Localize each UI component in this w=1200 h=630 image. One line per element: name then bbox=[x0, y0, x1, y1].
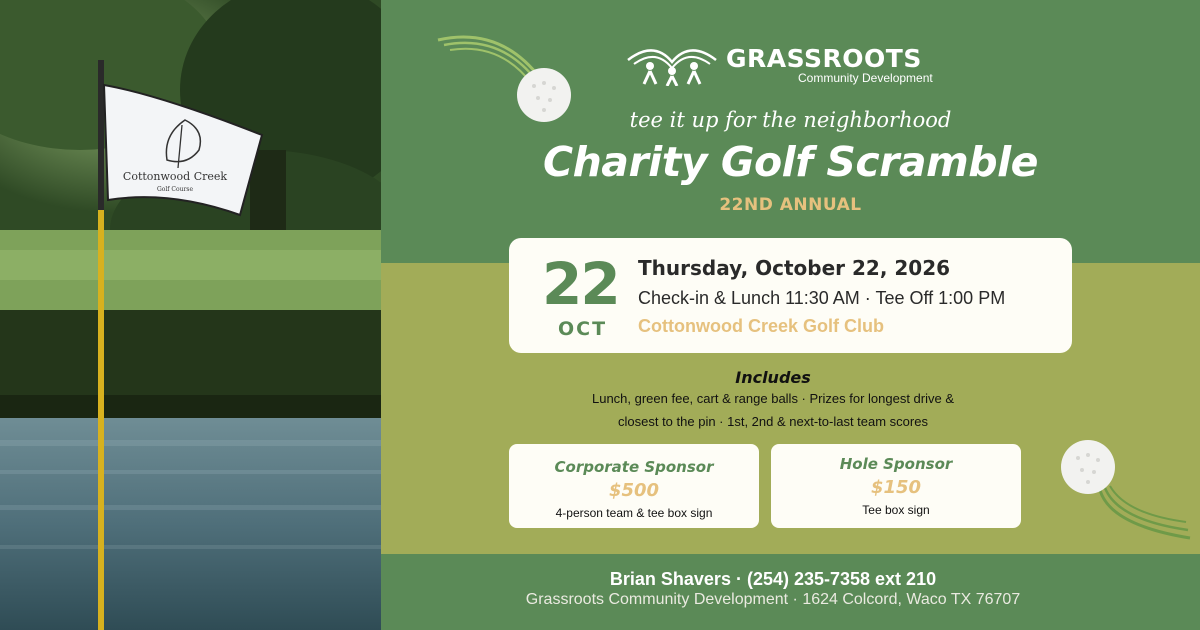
tagline: tee it up for the neighborhood bbox=[629, 108, 952, 132]
month-label: OCT bbox=[558, 318, 608, 340]
includes-title: Includes bbox=[735, 368, 811, 387]
sponsor-price: $150 bbox=[870, 477, 922, 498]
logo-subtitle: Community Development bbox=[798, 71, 933, 85]
day-number: 22 bbox=[542, 250, 619, 318]
event-times: Check-in & Lunch 11:30 AM · Tee Off 1:00 PM bbox=[638, 288, 1006, 308]
sponsor-card-hole bbox=[771, 444, 1021, 528]
golf-ball-icon bbox=[1050, 430, 1200, 545]
annual-label: 22ND ANNUAL bbox=[719, 195, 862, 215]
date-card bbox=[509, 238, 1072, 353]
grassroots-logo bbox=[624, 40, 954, 90]
sponsor-name: Hole Sponsor bbox=[839, 455, 953, 473]
flag-subtext: Golf Course bbox=[156, 186, 194, 193]
contact-line: Brian Shavers · (254) 235-7358 ext 210 bbox=[609, 569, 937, 589]
people-leaves-icon bbox=[624, 40, 720, 86]
event-venue: Cottonwood Creek Golf Club bbox=[638, 316, 884, 336]
includes-line-1: Lunch, green fee, cart & range balls · Prizes for longest drive & bbox=[591, 391, 955, 406]
sponsor-price: $500 bbox=[608, 480, 660, 501]
sponsor-name: Corporate Sponsor bbox=[554, 458, 714, 476]
sponsor-description: Tee box sign bbox=[862, 503, 930, 517]
address-line: Grassroots Community Development · 1624 Colcord, Waco TX 76707 bbox=[525, 591, 1021, 608]
logo-name: GRASSROOTS bbox=[726, 44, 922, 73]
event-date: Thursday, October 22, 2026 bbox=[638, 256, 951, 280]
event-title: Charity Golf Scramble bbox=[543, 138, 1038, 186]
includes-line-2: closest to the pin · 1st, 2nd & next-to-last team scores bbox=[618, 414, 928, 429]
golf-flag-photo bbox=[0, 0, 381, 630]
sponsor-description: 4-person team & tee box sign bbox=[555, 506, 713, 520]
flag-text: Cottonwood Creek bbox=[122, 170, 228, 183]
sponsor-card-corporate bbox=[509, 444, 759, 528]
